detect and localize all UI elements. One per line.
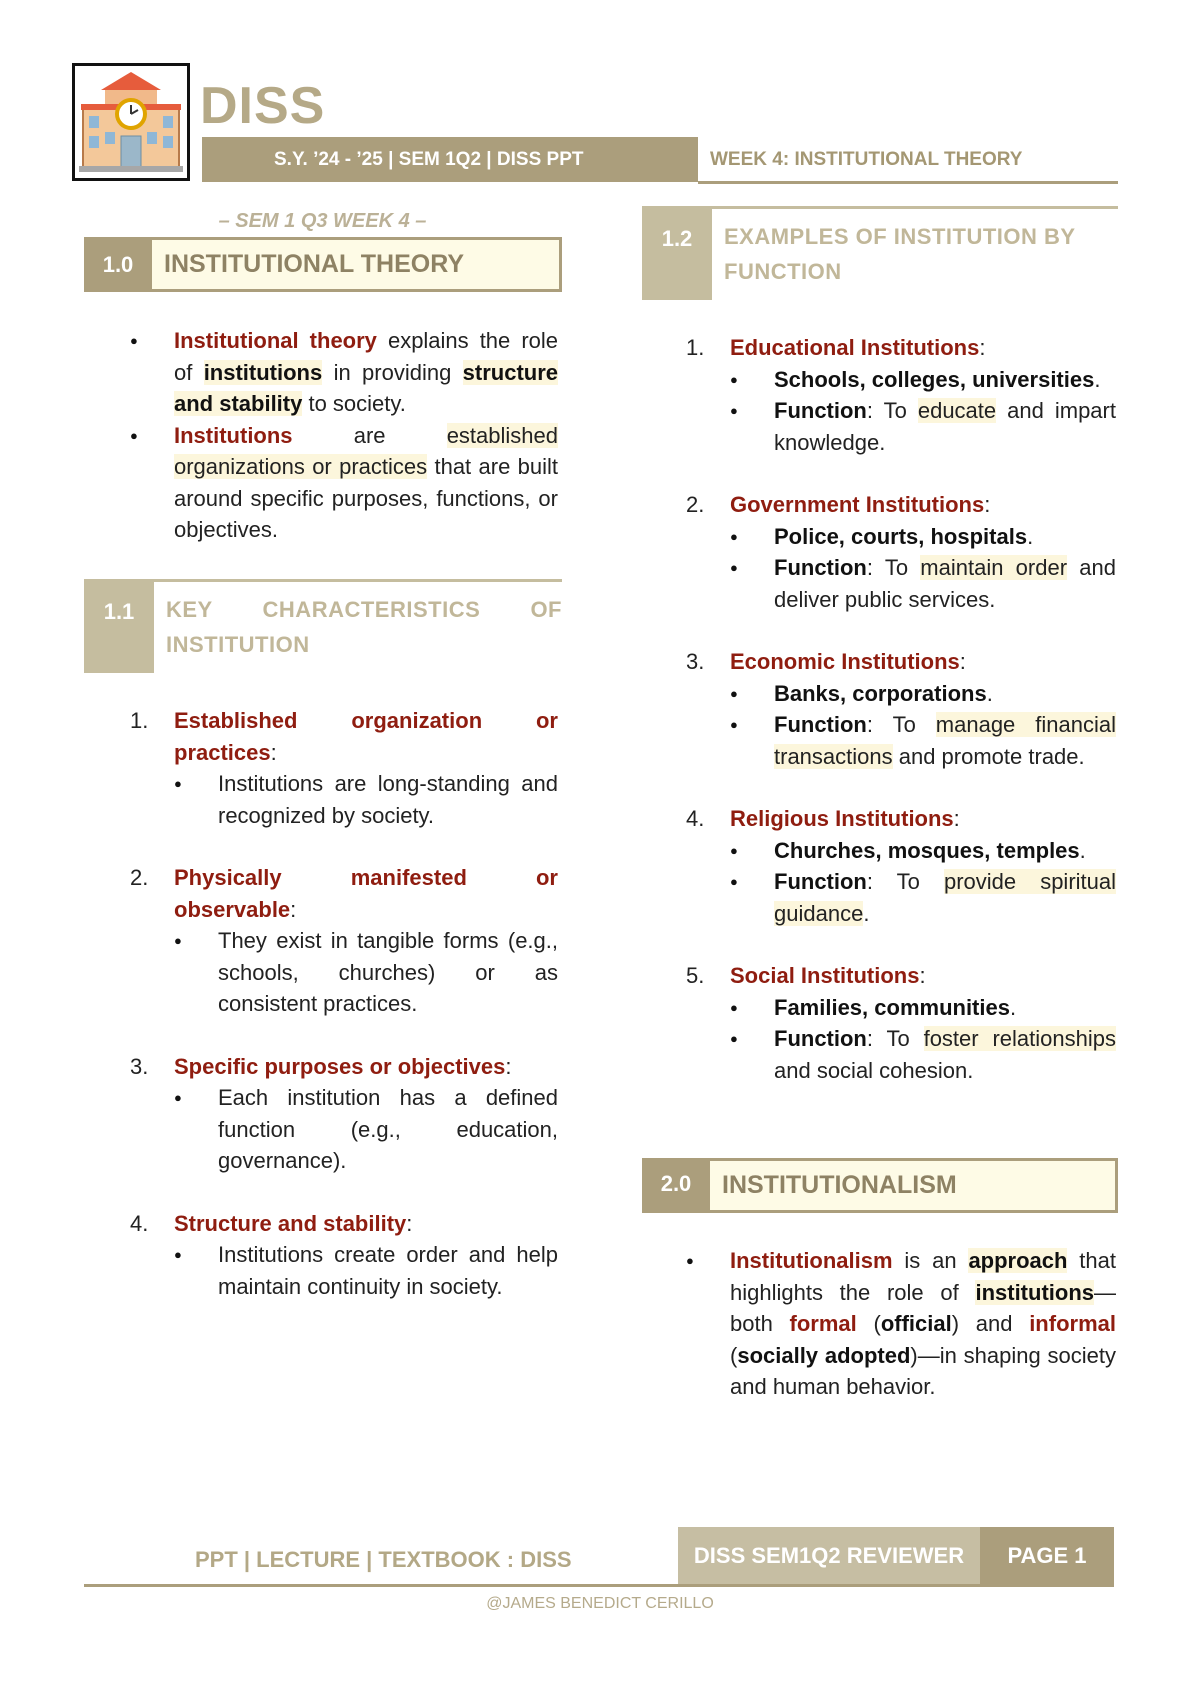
section-1-1-list: [130, 705, 558, 1302]
list-item: 3. Specific purposes or objectives: ● Each institution has a defined function (e.g., education, governance).: [130, 1051, 558, 1177]
list-item: 3. Economic Institutions: ● Banks, corporations. ● Function: To manage financial transactions and promote trade.: [686, 646, 1116, 772]
section-number: 1.0: [84, 237, 152, 292]
list-item: 2. Government Institutions: ● Police, courts, hospitals. ● Function: To maintain order and deliver public services.: [686, 489, 1116, 615]
section-title: EXAMPLES OF INSTITUTION BY FUNCTION: [724, 224, 1076, 284]
document-title: DISS: [200, 77, 326, 135]
header-subtitle: S.Y. ’24 - ’25 | SEM 1Q2 | DISS PPT: [202, 137, 698, 182]
section-number: 1.1: [84, 579, 154, 673]
footer-reviewer-label: DISS SEM1Q2 REVIEWER: [678, 1527, 980, 1585]
list-item: ● Institutionalism is an approach that highlights the role of institutions—both formal (official) and informal (socially adopted)—in shaping society and human behavior.: [686, 1245, 1116, 1403]
school-building-icon: [75, 66, 187, 178]
list-item: 4. Religious Institutions: ● Churches, mosques, temples. ● Function: To provide spiritual guidance.: [686, 803, 1116, 929]
section-number: 1.2: [642, 206, 712, 300]
section-1-0-body: [130, 325, 558, 546]
list-item: ● Institutional theory explains the role of institutions in providing structure and stability to society.: [130, 325, 558, 420]
list-item: 4. Structure and stability: ● Institutions create order and help maintain continuity in society.: [130, 1208, 558, 1303]
section-title: KEY CHARACTERISTICS OF INSTITUTION: [166, 597, 562, 657]
page-number: PAGE 1: [980, 1527, 1114, 1585]
section-divider: [152, 579, 562, 582]
list-item: 1. Educational Institutions: ● Schools, colleges, universities. ● Function: To educate and impart knowledge.: [686, 332, 1116, 458]
list-item: 5. Social Institutions: ● Families, communities. ● Function: To foster relationships and social cohesion.: [686, 960, 1116, 1086]
header-divider: [698, 181, 1118, 184]
section-divider: [710, 206, 1118, 209]
section-2-0-body: [686, 1245, 1116, 1403]
section-number: 2.0: [642, 1158, 710, 1213]
logo: [72, 63, 190, 181]
list-item: 1. Established organization or practices: ● Institutions are long-standing and recognized by society.: [130, 705, 558, 831]
header-topic: WEEK 4: INSTITUTIONAL THEORY: [710, 149, 1023, 170]
footer-sources: PPT | LECTURE | TEXTBOOK : DISS: [195, 1547, 572, 1572]
section-1-2-list: [686, 332, 1116, 1086]
list-item: ● Institutions are established organizations or practices that are built around specific purposes, functions, or objectives.: [130, 420, 558, 546]
section-title: INSTITUTIONAL THEORY: [164, 250, 464, 278]
week-label: – SEM 1 Q3 WEEK 4 –: [218, 210, 427, 232]
list-item: 2. Physically manifested or observable: ● They exist in tangible forms (e.g., schools, churches) or as consistent practices.: [130, 862, 558, 1020]
author-credit: @JAMES BENEDICT CERILLO: [486, 1595, 714, 1612]
section-title: INSTITUTIONALISM: [722, 1171, 957, 1199]
footer-divider: [84, 1584, 1114, 1587]
